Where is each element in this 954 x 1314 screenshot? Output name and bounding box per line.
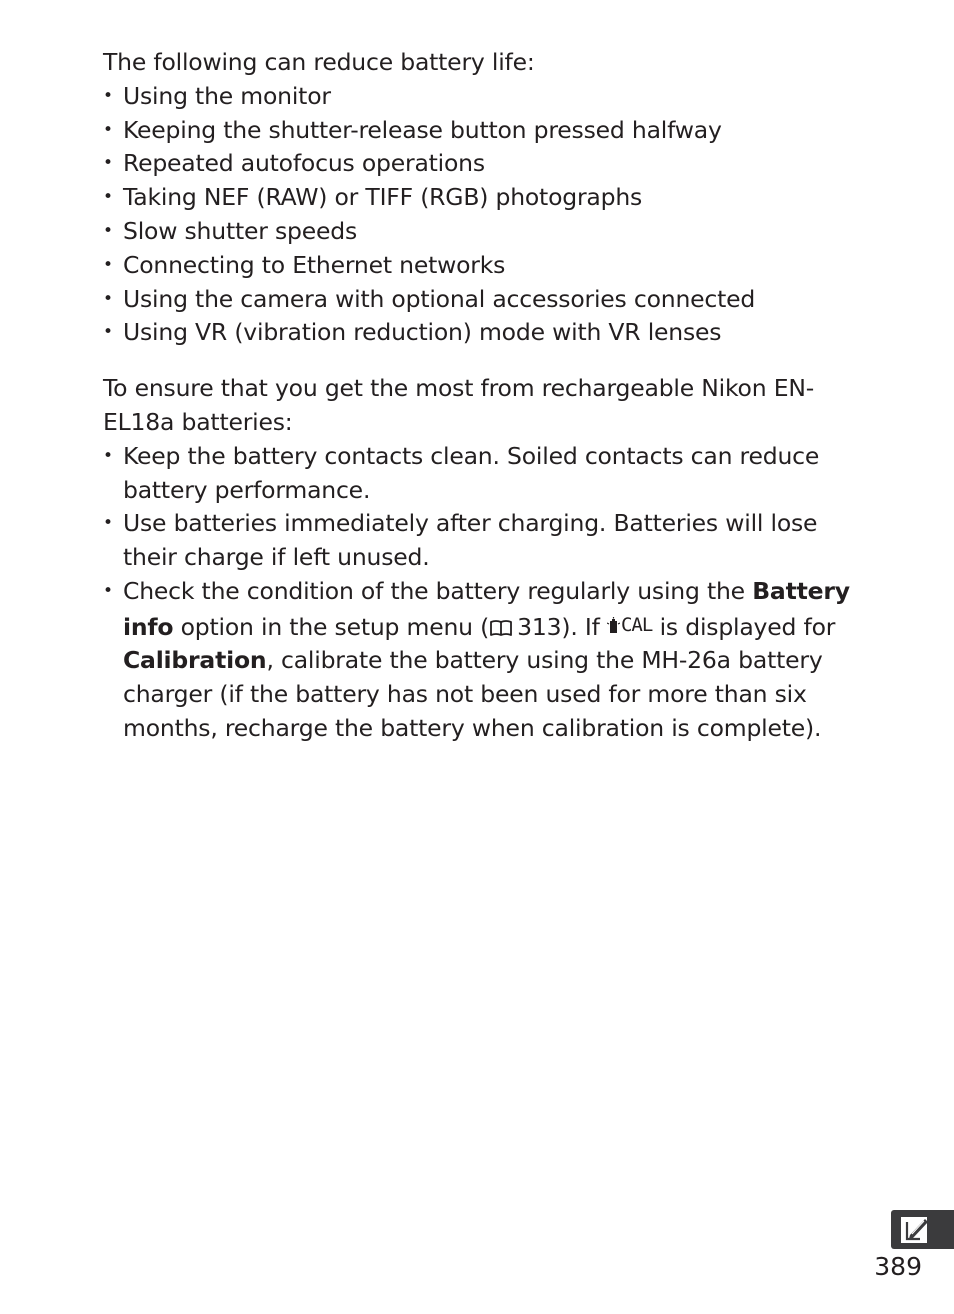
list-item: • Use batteries immediately after charging. Batteries will lose their charge if left unused. — [103, 507, 878, 575]
list-item: • Connecting to Ethernet networks — [103, 249, 878, 283]
tip-text: is displayed for — [652, 612, 836, 641]
page-content — [103, 46, 878, 746]
pencil-check-icon — [899, 1214, 933, 1246]
tip-text: Check the condition of the battery regularly using the — [123, 576, 753, 605]
list-item: • Keep the battery contacts clean. Soiled contacts can reduce battery performance. — [103, 440, 878, 508]
list-item: • Using the camera with optional accessories connected — [103, 283, 878, 317]
calibration-menu-name: Calibration — [123, 646, 267, 675]
battery-icon — [607, 617, 620, 635]
battery-life-list — [103, 80, 878, 350]
list-item: • Slow shutter speeds — [103, 215, 878, 249]
page-reference[interactable]: 313 — [517, 612, 562, 641]
tip-text: , calibrate the battery using the MH-26a battery charger (if the battery has not been used for more than six months, recharge the battery when calibration is complete). — [123, 646, 823, 743]
battery-calibration-icon — [607, 609, 652, 643]
list-item: • Repeated autofocus operations — [103, 147, 878, 181]
list-item: • Using the monitor — [103, 80, 878, 114]
battery-info-menu-name: Battery info — [123, 576, 850, 641]
tip-text: option in the setup menu ( — [173, 612, 490, 641]
page-number: 389 — [874, 1252, 922, 1281]
list-item — [103, 575, 878, 746]
book-icon — [489, 619, 513, 637]
calibration-label: CAL — [620, 613, 653, 636]
battery-tips-list — [103, 440, 878, 746]
list-item: • Keeping the shutter-release button pressed halfway — [103, 114, 878, 148]
battery-tips-section — [103, 372, 878, 746]
section-tab — [891, 1210, 954, 1249]
battery-life-intro: The following can reduce battery life: — [103, 48, 535, 76]
list-item: • Using VR (vibration reduction) mode with VR lenses — [103, 316, 878, 350]
tip-text: ). If — [561, 612, 607, 641]
battery-tips-intro: To ensure that you get the most from rechargeable Nikon EN-EL18a batteries: — [103, 374, 815, 436]
list-item: • Taking NEF (RAW) or TIFF (RGB) photographs — [103, 181, 878, 215]
